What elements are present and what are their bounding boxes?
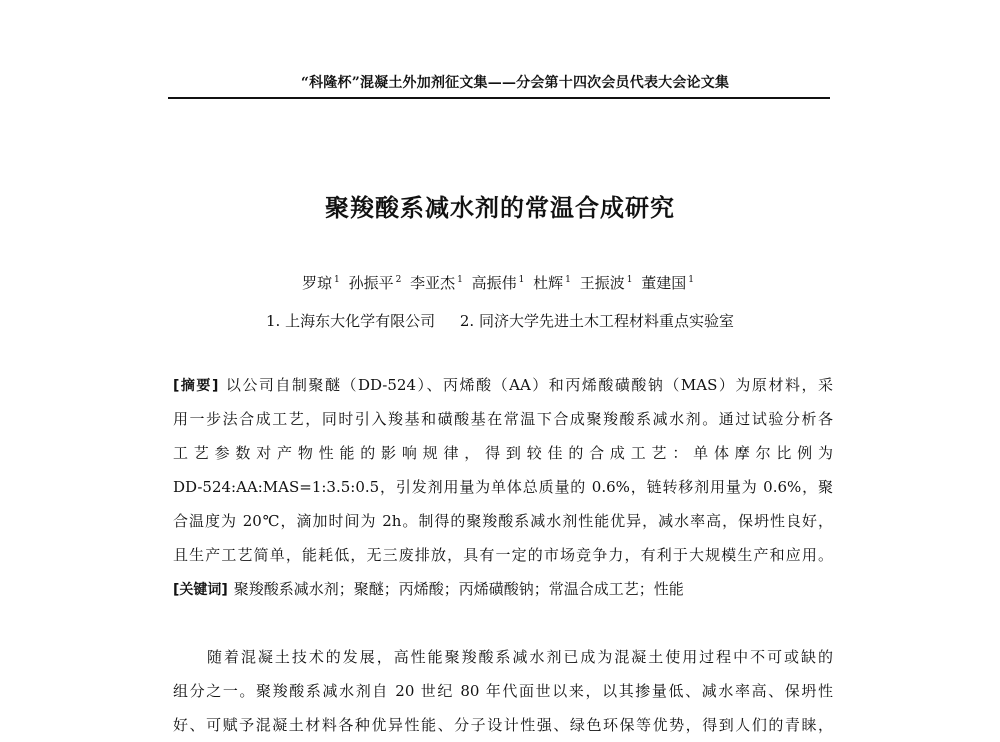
body-line: 组分之一。聚羧酸系减水剂自 20 世纪 80 年代面世以来，以其掺量低、减水率高、保坍性: [173, 682, 833, 700]
author-affiliation-mark: 1: [457, 275, 463, 285]
body-line: 随着混凝土技术的发展，高性能聚羧酸系减水剂已成为混凝土使用过程中不可或缺的: [207, 648, 833, 666]
abstract-line: [173, 372, 833, 398]
author-name: 杜辉: [533, 274, 564, 292]
author-affiliation-mark: 1: [518, 275, 525, 285]
author-list: [250, 272, 750, 293]
abstract-line: 用一步法合成工艺，同时引入羧基和磺酸基在常温下合成聚羧酸系减水剂。通过试验分析各: [173, 410, 833, 428]
author-name: 王振波: [579, 274, 625, 292]
keywords-label: [关键词]: [173, 582, 228, 598]
running-header: “科隆杯”混凝土外加剂征文集——分会第十四次会员代表大会论文集: [300, 75, 730, 91]
keywords-text: 聚羧酸系减水剂；聚醚；丙烯酸；丙烯磺酸钠；常温合成工艺；性能: [233, 580, 684, 598]
paper-title: 聚羧酸系减水剂的常温合成研究: [325, 194, 675, 222]
abstract-line: 且生产工艺简单，能耗低，无三废排放，具有一定的市场竞争力，有利于大规模生产和应用。: [173, 546, 833, 564]
author-name: 高振伟: [471, 274, 517, 292]
affiliation-item: 2. 同济大学先进土木工程材料重点实验室: [459, 312, 734, 330]
affiliation-item: 1. 上海东大化学有限公司: [266, 312, 436, 330]
header-rule: [168, 97, 830, 99]
author-affiliation-mark: 2: [395, 275, 402, 285]
author-name: 罗琼: [302, 274, 333, 292]
abstract-label: [摘要]: [173, 378, 219, 394]
abstract-line: 工艺参数对产物性能的影响规律，得到较佳的合成工艺：单体摩尔比例为: [173, 444, 833, 462]
author-name: 董建国: [641, 274, 687, 292]
abstract-line: DD-524:AA:MAS=1:3.5:0.5，引发剂用量为单体总质量的 0.6%，链转移剂用量为 0.6%，聚: [173, 478, 833, 496]
abstract-text: 以公司自制聚醚（DD-524）、丙烯酸（AA）和丙烯酸磺酸钠（MAS）为原材料，采: [224, 376, 833, 394]
author-affiliation-mark: 1: [565, 275, 571, 285]
affiliation-list: [200, 310, 800, 331]
abstract-line: 合温度为 20℃，滴加时间为 2h。制得的聚羧酸系减水剂性能优异，减水率高，保坍性良好，: [173, 512, 833, 530]
author-affiliation-mark: 1: [688, 275, 694, 285]
keywords-line: [173, 576, 833, 602]
author-affiliation-mark: 1: [334, 275, 340, 285]
body-line: 好、可赋予混凝土材料各种优异性能、分子设计性强、绿色环保等优势，得到人们的青睐，: [173, 716, 833, 734]
author-name: 孙振平: [348, 274, 394, 292]
author-name: 李亚杰: [410, 274, 456, 292]
author-affiliation-mark: 1: [626, 275, 633, 285]
